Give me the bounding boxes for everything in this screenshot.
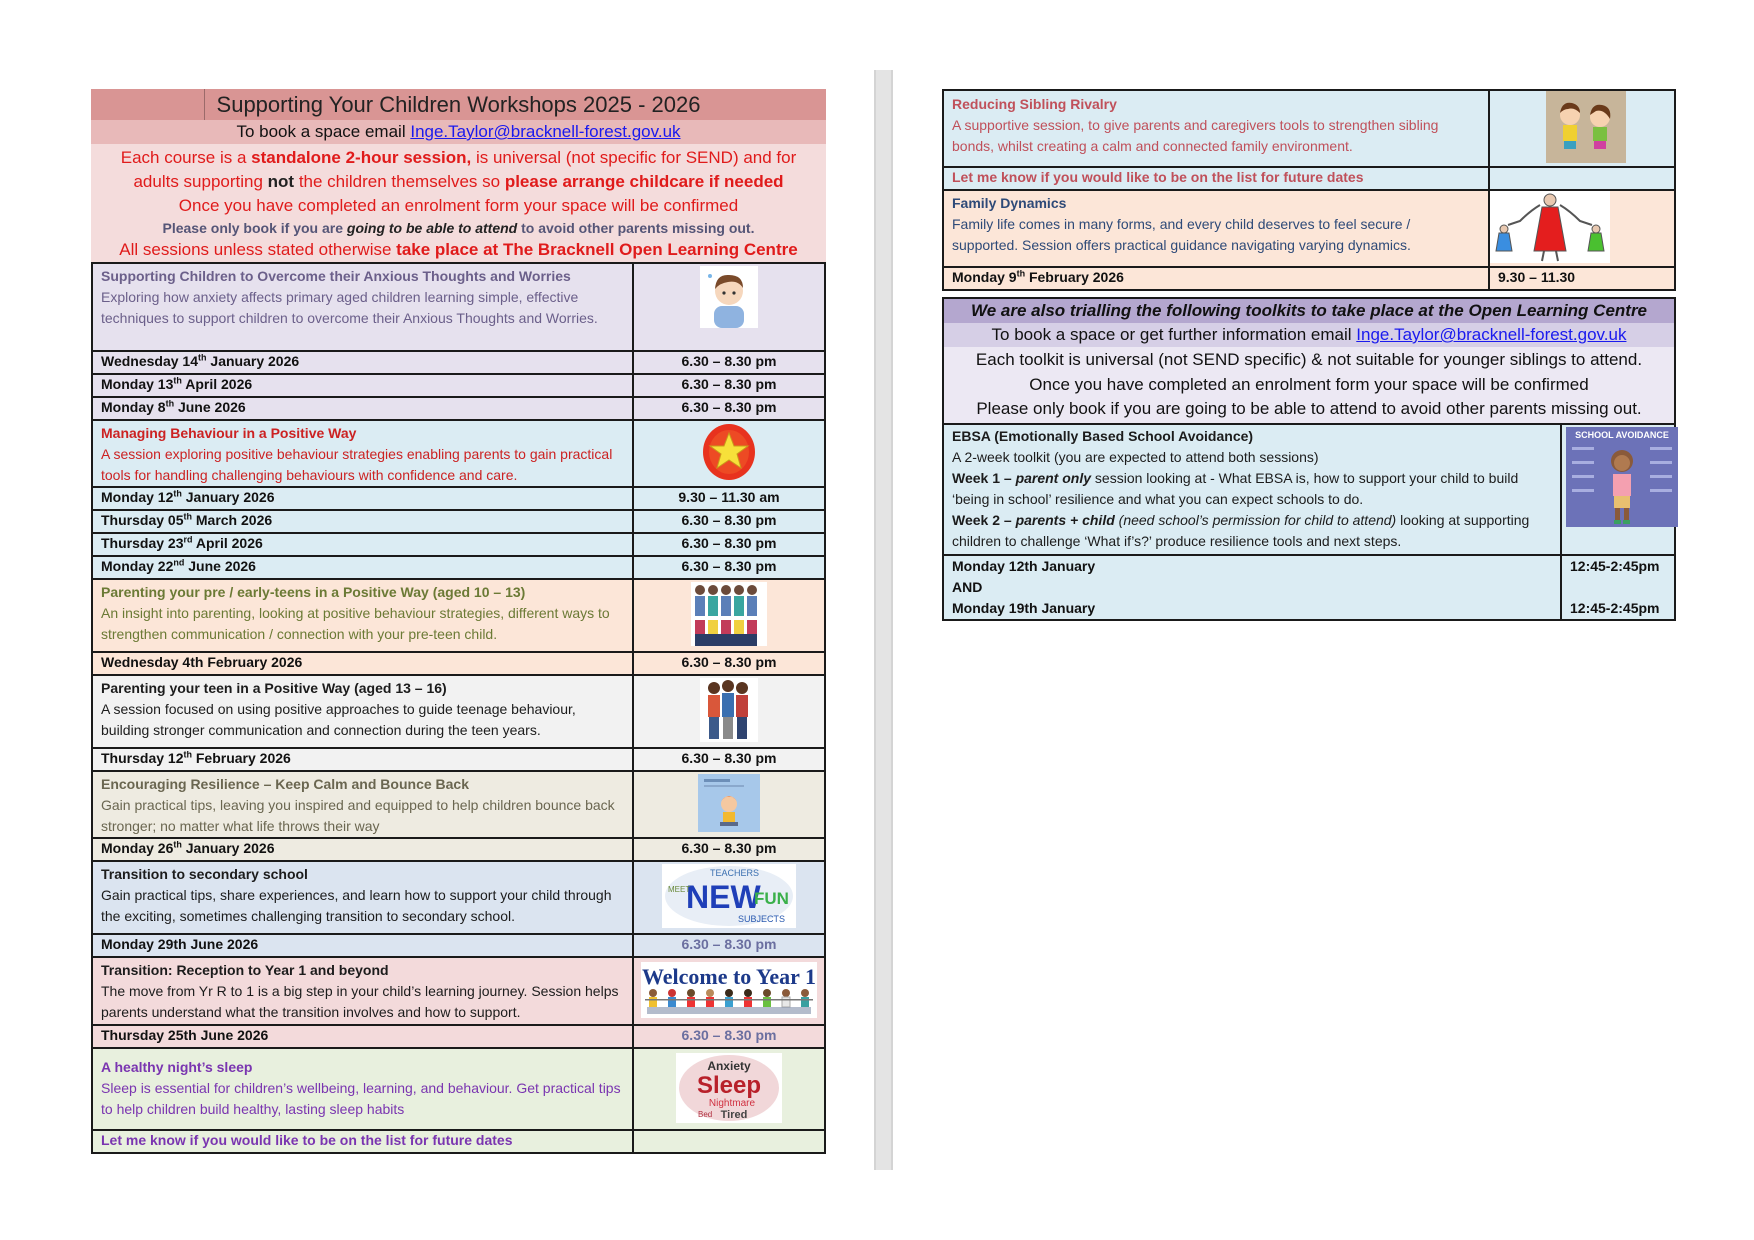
session-date [92,351,633,374]
date-day: Monday 13 [101,376,174,392]
date-day: Monday 8 [101,399,166,415]
workshop-description: The move from Yr R to 1 is a big step in your child’s learning journey. Session helps parents understand what the transition involves and how to support. [101,983,619,1020]
workshop-row [92,957,825,1025]
workshop-image-cell [633,957,825,1025]
session-row [92,934,825,957]
cloud-word-anxiety: Anxiety [707,1058,751,1073]
toolkit-intro: A 2-week toolkit (you are expected to attend both sessions) [952,448,1319,465]
future-dates-row [92,1130,825,1153]
workshop-info [92,861,633,934]
session-row [92,510,825,533]
week-label: Week 2 – [952,511,1016,528]
session-date [92,748,633,771]
toolkit-time-2: 12:45-2:45pm [1570,599,1660,616]
workshop-info [943,190,1489,267]
workshop-image-cell [1489,190,1675,267]
toolkit-session-row [943,555,1675,620]
anxious-child-icon [700,266,758,328]
toolkits-notes [942,347,1676,423]
workshop-row [92,675,825,748]
cloud-word-new: NEW [686,879,761,915]
date-day: Thursday 25th June 2026 [101,1027,269,1043]
workshop-row [92,420,825,487]
session-row [92,748,825,771]
session-row [92,1025,825,1048]
session-time: 6.30 – 8.30 pm [633,510,825,533]
workshop-info [92,957,633,1025]
session-time: 6.30 – 8.30 pm [633,652,825,675]
new-word-cloud-icon [662,864,796,928]
workshop-image-cell [633,861,825,934]
workshop-row [92,861,825,934]
date-rest: March 2026 [191,512,273,528]
workshop-image-cell [633,1048,825,1130]
session-time: 6.30 – 8.30 pm [633,397,825,420]
session-row [92,652,825,675]
toolkit-times [1561,555,1675,620]
siblings-arguing-icon [1546,91,1626,163]
date-suffix: th [183,749,192,760]
session-time: 6.30 – 8.30 pm [633,374,825,397]
note-text: is universal (not specific for SEND) and for [471,148,797,167]
workshop-title: Managing Behaviour in a Positive Way [101,425,357,441]
workshop-row [943,190,1675,267]
note-line-2 [91,170,826,194]
note-text: adults supporting [133,172,268,191]
workshop-image-cell [633,263,825,351]
date-day: Wednesday 14 [101,353,199,369]
note-line-1 [91,146,826,170]
future-dates-note: Let me know if you would like to be on the list for future dates [92,1130,633,1153]
session-time: 9.30 – 11.30 [1489,267,1675,290]
date-day: Monday 12 [101,489,174,505]
session-row [92,397,825,420]
date-rest: January 2026 [181,489,275,505]
session-date [92,533,633,556]
workshop-title: Reducing Sibling Rivalry [952,96,1117,112]
date-day: Monday 26 [101,840,174,856]
workshop-row [92,263,825,351]
week-text: session looking at - What EBSA is, how to support your child to build ‘being in school’ resilience and what you can expect schools to do. [952,469,1519,507]
resilience-book-icon [698,774,760,832]
workshop-title: Encouraging Resilience – Keep Calm and Bounce Back [101,776,469,792]
welcome-year1-banner [641,962,817,1018]
session-row [92,374,825,397]
session-date [92,652,633,675]
workshop-description: Family life comes in many forms, and every child deserves to feel secure / supported. Session offers practical guidance navigating varying dynamics. [952,216,1411,253]
week-text: looking at supporting children to challenge ‘What if’s?’ produce resilience tools and next steps. [952,511,1530,549]
workshops-table [91,262,826,1154]
workshop-image-cell [633,420,825,487]
session-row [92,556,825,579]
pre-teens-group-icon [691,582,767,646]
title-cell-border [204,89,205,120]
date-day: Monday 22 [101,558,174,574]
session-row [92,533,825,556]
workshop-title: A healthy night’s sleep [101,1059,253,1075]
session-time: 6.30 – 8.30 pm [633,934,825,957]
workshop-description: An insight into parenting, looking at positive behaviour strategies, different ways to strengthen communication / connection with your pre-teen child. [101,605,610,642]
workshop-description: Exploring how anxiety affects primary aged children learning simple, effective techniques to support children to overcome their Anxious Thoughts and Worries. [101,289,598,326]
session-date [92,487,633,510]
date-day: Thursday 23 [101,535,184,551]
future-dates-note: Let me know if you would like to be on the list for future dates [943,167,1489,190]
note-bold: standalone 2-hour session, [251,148,472,167]
date-day: Monday 29th June 2026 [101,936,259,952]
workshop-title: Parenting your teen in a Positive Way (aged 13 – 16) [101,680,447,696]
empty-cell [633,1130,825,1153]
date-rest: April 2026 [192,535,263,551]
date-suffix: nd [173,557,185,568]
toolkit-title: EBSA (Emotionally Based School Avoidance) [952,427,1254,444]
session-date [92,934,633,957]
workshop-title: Parenting your pre / early-teens in a Positive Way (aged 10 – 13) [101,584,526,600]
toolkits-heading: We are also trialling the following toolkits to take place at the Open Learning Centre [942,297,1676,323]
session-row [92,487,825,510]
right-workshops-table [942,89,1676,291]
date-suffix: rd [183,534,193,545]
workshop-row [92,1048,825,1130]
week-emphasis: parent only [1015,469,1092,486]
cloud-word-sleep: Sleep [696,1071,762,1099]
cloud-word-fun: FUN [754,889,789,908]
note-text: to avoid other parents missing out. [517,220,755,236]
date-rest: January 2026 [181,840,275,856]
workshop-title: Supporting Children to Overcome their Anxious Thoughts and Worries [101,268,571,284]
toolkit-and: AND [952,578,983,595]
family-drawing-icon [1490,191,1610,263]
week-note: (need school’s permission for child to attend) [1114,511,1397,528]
workshop-image-cell [633,579,825,652]
date-day: Wednesday 4th February 2026 [101,654,303,670]
banner-text: Welcome to Year 1 [641,963,817,989]
teens-group-icon [700,678,758,742]
workshop-info [92,771,633,838]
cloud-word-tired: Tired [720,1108,748,1121]
toolkits-booking-line [942,323,1676,347]
toolkit-week2 [952,510,1552,552]
note-line-3: Once you have completed an enrolment form your space will be confirmed [178,196,739,215]
note-text: Each course is a [120,148,252,167]
toolkits-section [942,297,1676,621]
session-date [92,838,633,861]
workshop-image-cell [633,675,825,748]
note-text: All sessions unless stated otherwise [119,240,397,259]
cloud-word-meet: MEET [668,885,691,894]
note-line-5 [91,238,826,262]
toolkit-date-1: Monday 12th January [952,557,1096,574]
page-divider [874,70,893,1170]
date-suffix: th [198,352,207,363]
cloud-word-teachers: TEACHERS [710,868,760,878]
session-time: 6.30 – 8.30 pm [633,1025,825,1048]
session-time: 9.30 – 11.30 am [633,487,825,510]
date-rest: February 2026 [1025,269,1124,285]
session-date [92,397,633,420]
date-day: Thursday 12 [101,750,184,766]
date-rest: June 2026 [184,558,256,574]
cloud-word-nightmare: Nightmare [708,1097,756,1109]
note-bold: not [267,172,295,191]
workshop-description: Gain practical tips, leaving you inspired and equipped to help children bounce back stronger; no matter what life throws their way [101,797,615,834]
week-label: Week 1 – [952,469,1016,486]
session-date [943,267,1489,290]
workshops-flyer-right [942,89,1676,291]
booking-prefix: To book a space or get further information email [991,325,1357,344]
session-row [943,267,1675,290]
date-rest: February 2026 [191,750,291,766]
toolkit-date-2: Monday 19th January [952,599,1096,616]
workshops-flyer-left [91,89,826,1154]
date-suffix: th [173,488,182,499]
toolkit-info [943,424,1561,555]
cloud-word-subjects: SUBJECTS [738,914,786,924]
note-text: Please only book if you are [162,220,347,236]
workshop-info [92,420,633,487]
workshop-info [943,90,1489,167]
date-day: Thursday 05 [101,512,184,528]
session-row [92,351,825,374]
note-italic: going to be able to attend [346,220,518,236]
flyer-title-band [91,89,826,120]
workshop-description: A session focused on using positive approaches to guide teenage behaviour, building stronger communication and connection during the teen years. [101,701,576,738]
session-time: 6.30 – 8.30 pm [633,838,825,861]
date-suffix: th [1016,268,1026,279]
date-suffix: th [173,839,182,850]
session-date [92,510,633,533]
date-suffix: th [165,398,175,409]
workshop-row [943,90,1675,167]
toolkits-table [942,423,1676,621]
booking-email-link[interactable]: Inge.Taylor@bracknell-forest.gov.uk [410,122,681,141]
session-time: 6.30 – 8.30 pm [633,556,825,579]
workshop-row [92,771,825,838]
future-dates-row [943,167,1675,190]
session-date [92,1025,633,1048]
toolkit-time-1: 12:45-2:45pm [1570,557,1660,574]
workshop-info [92,675,633,748]
session-time: 6.30 – 8.30 pm [633,533,825,556]
workshop-image-cell [633,771,825,838]
workshop-info [92,263,633,351]
date-rest: June 2026 [174,399,246,415]
workshop-description: A supportive session, to give parents and caregivers tools to strengthen sibling bonds, whilst creating a calm and connected family environment. [952,117,1439,154]
workshop-info [92,579,633,652]
note-bold: please arrange childcare if needed [504,172,784,191]
session-time: 6.30 – 8.30 pm [633,351,825,374]
cloud-word-bed: Bed [698,1109,713,1119]
flyer-title: Supporting Your Children Workshops 2025 - 2026 [216,91,701,117]
workshop-title: Transition to secondary school [101,866,308,882]
session-date [92,374,633,397]
note-bold: take place at The Bracknell Open Learning Centre [396,240,798,259]
booking-prefix: To book a space email [236,122,411,141]
toolkit-time-spacer [1570,577,1666,598]
date-suffix: th [173,375,182,386]
workshop-description: A session exploring positive behaviour strategies enabling parents to gain practical tools for handling challenging behaviours with confidence and care. [101,446,613,483]
empty-cell [1489,167,1675,190]
note-line-4 [91,218,826,238]
date-rest: April 2026 [181,376,253,392]
workshop-info [92,1048,633,1130]
date-suffix: th [183,511,192,522]
date-day: Monday 9 [952,269,1017,285]
toolkits-booking-email-link[interactable]: Inge.Taylor@bracknell-forest.gov.uk [1356,325,1627,344]
session-date [92,556,633,579]
workshop-title: Transition: Reception to Year 1 and beyond [101,962,389,978]
poster-title: SCHOOL AVOIDANCE [1575,429,1669,440]
course-notes [91,144,826,262]
toolkit-image-cell [1561,424,1675,555]
booking-line [91,120,826,144]
workshop-title: Family Dynamics [952,195,1067,211]
toolkit-row [943,424,1675,555]
toolkit-note-3: Please only book if you are going to be able to attend to avoid other parents missing out. [976,399,1642,418]
workshop-row [92,579,825,652]
note-text: the children themselves so [294,172,505,191]
workshop-description: Gain practical tips, share experiences, and learn how to support your child through the exciting, sometimes challenging transition to secondary school. [101,887,612,924]
toolkit-note-2: Once you have completed an enrolment form your space will be confirmed [1029,374,1589,394]
toolkit-week1 [952,468,1552,510]
school-avoidance-poster [1566,427,1678,527]
sleep-word-cloud-icon [676,1053,782,1123]
session-time: 6.30 – 8.30 pm [633,748,825,771]
session-row [92,838,825,861]
week-emphasis: parents + child [1015,511,1115,528]
workshop-description: Sleep is essential for children’s wellbeing, learning, and behaviour. Get practical tips to help children build healthy, lasting sleep habits [101,1080,621,1117]
toolkit-note-1: Each toolkit is universal (not SEND specific) & not suitable for younger siblings to attend. [975,350,1643,369]
star-badge-icon [702,423,756,481]
workshop-image-cell [1489,90,1675,167]
date-rest: January 2026 [206,353,300,369]
toolkit-dates [943,555,1561,620]
